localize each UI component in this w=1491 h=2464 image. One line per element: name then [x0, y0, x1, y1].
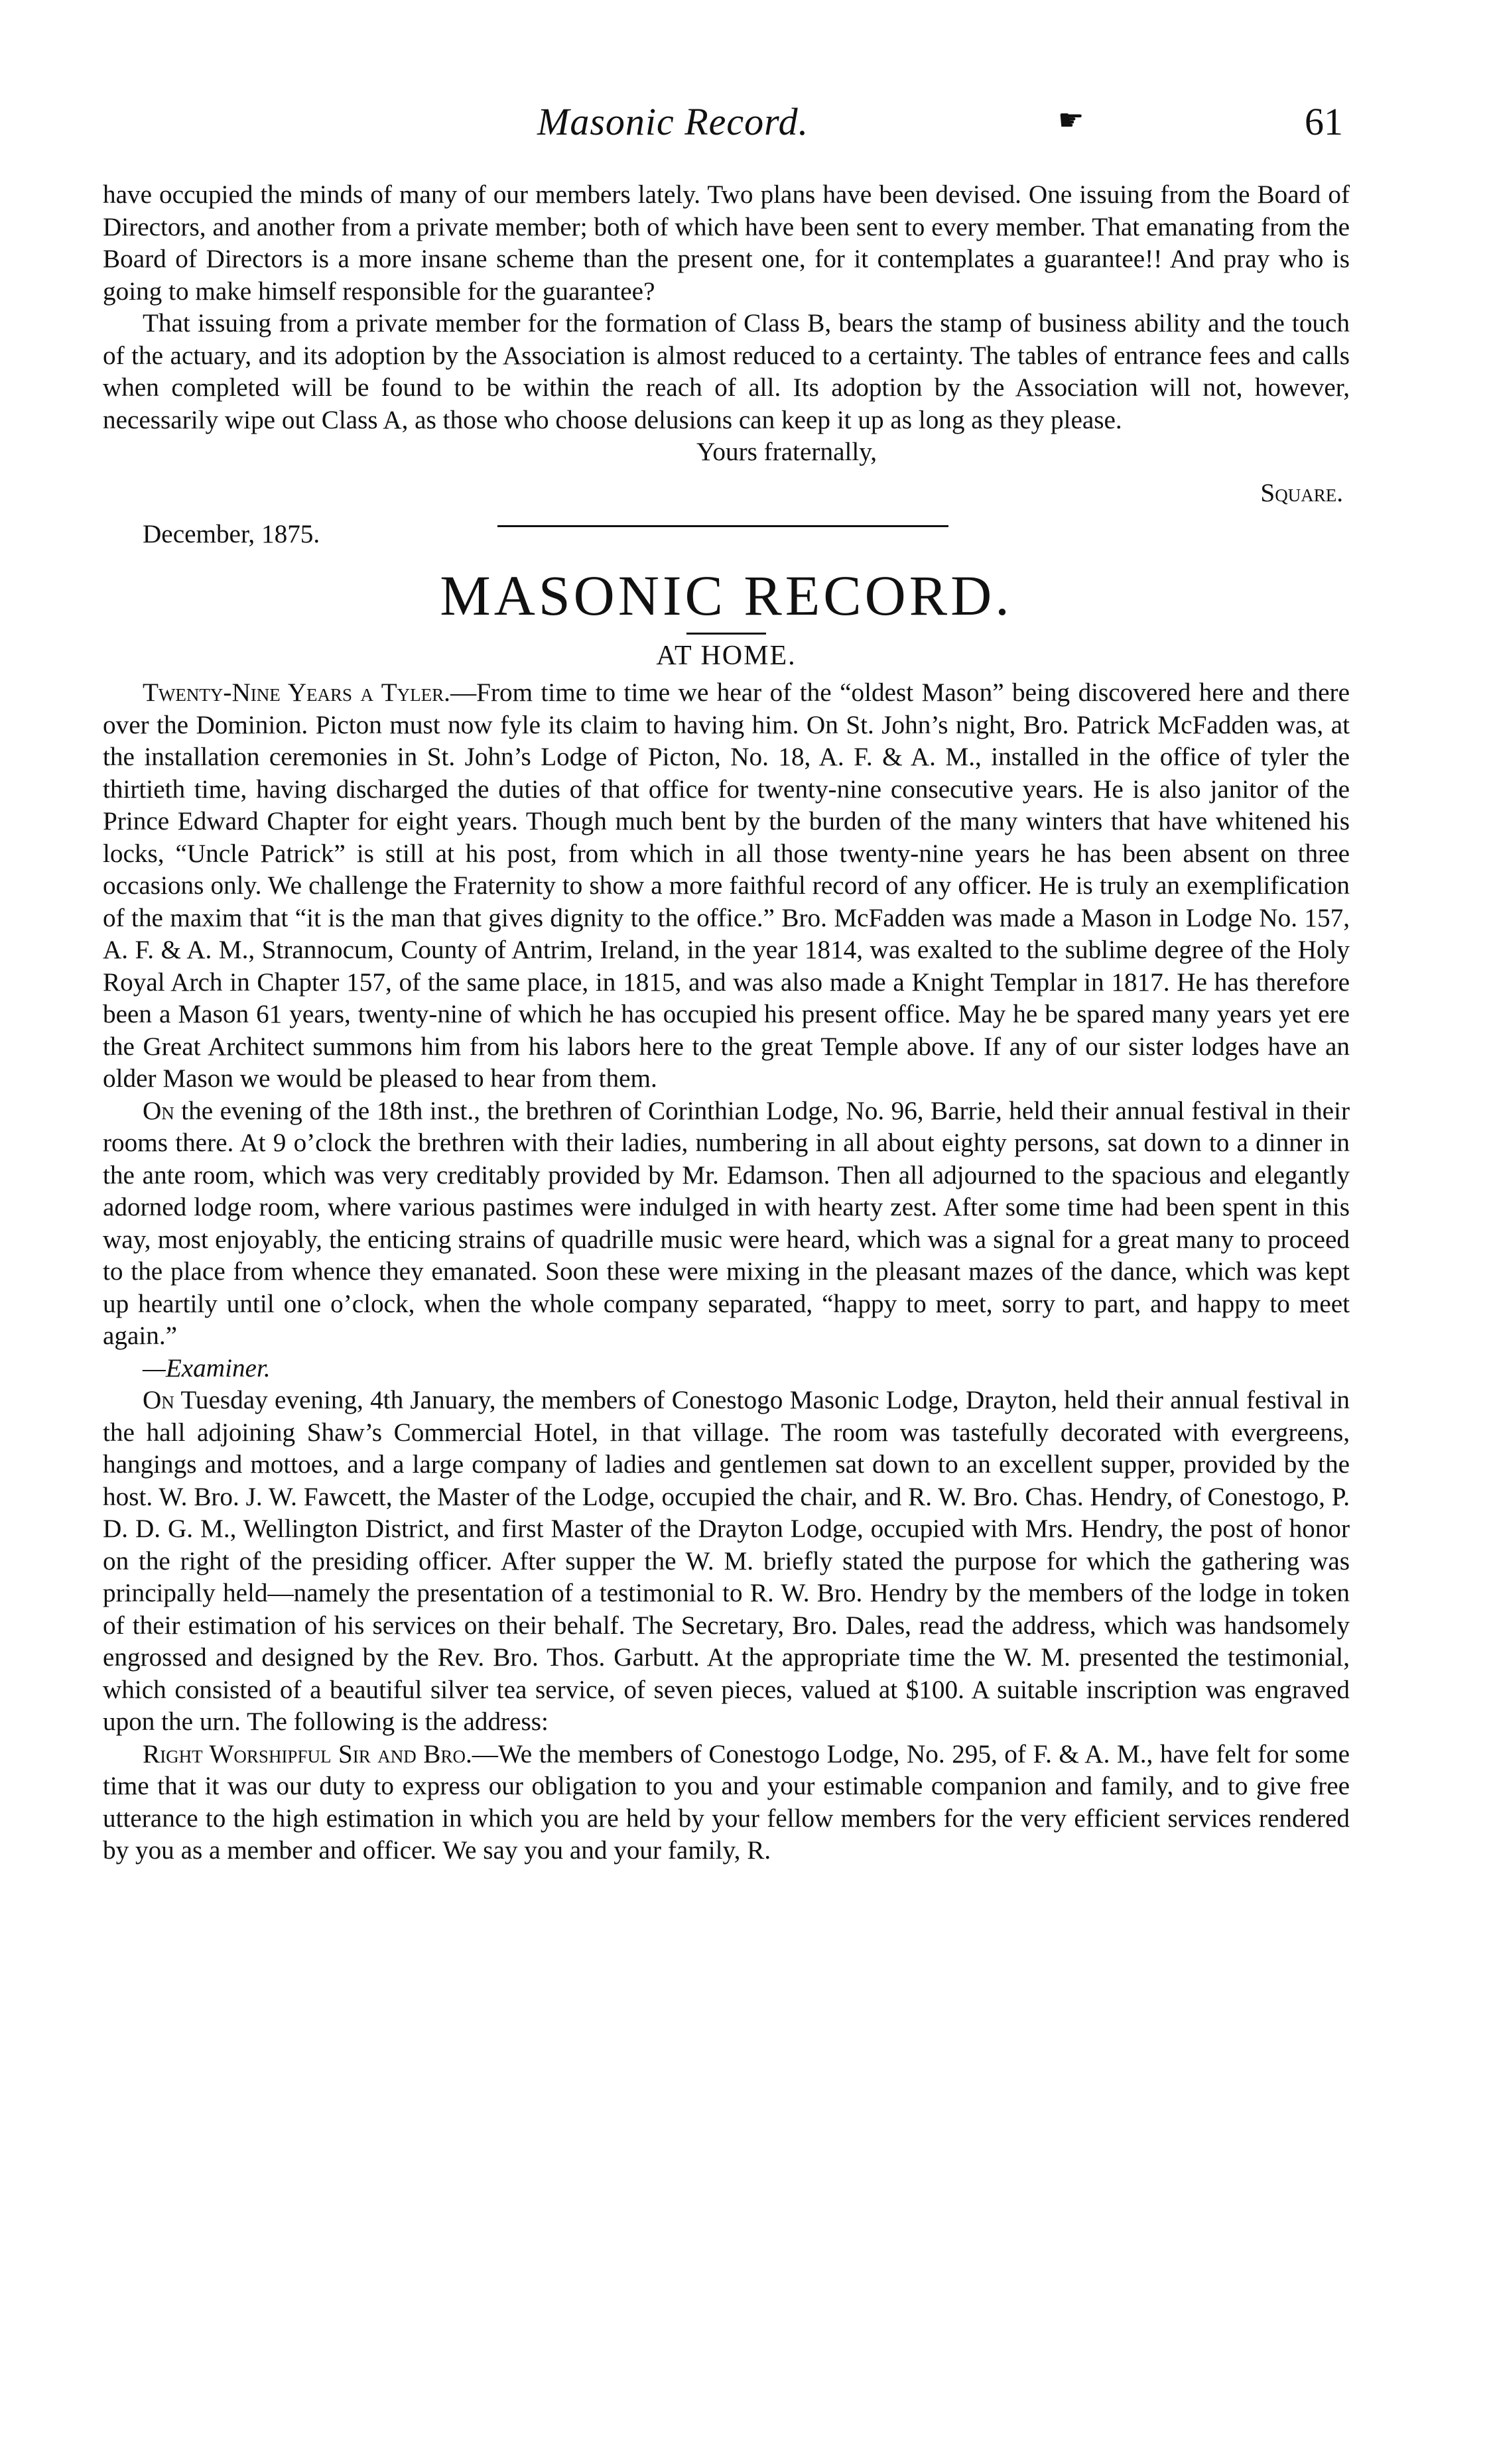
article-body: Tuesday evening, 4th January, the members of Conestogo Masonic Lodge, Drayton, held their annual festival in the hall adjoining Shaw’s Commercial Hotel, in that village. The room was tastefully decorated with evergreens, hangings and mottoes, and a large company of ladies and gentlemen sat down to an excellent supper, provided by the host. W. Bro. J. W. Fawcett, the Master of the Lodge, occupied the chair, and R. W. Bro. Chas. Hendry, of Conestogo, P. D. D. G. M., Wellington District, and first Master of the Drayton Lodge, occupied with Mrs. Hendry, the post of honor on the right of the presiding officer. After supper the W. M. briefly stated the purpose for which the gathering was principally held—namely the presentation of a testimonial to R. W. Bro. Hendry by the members of the lodge in token of their estimation of his services on their behalf. The Secretary, Bro. Dales, read the address, which was handsomely engrossed and designed by the Rev. Bro. Thos. Garbutt. At the appropriate time the W. M. presented the testimonial, which consisted of a beautiful silver tea service, of seven pieces, valued at $100. A suitable inscription was engraved upon the urn. The following is the address: — [103, 1386, 1350, 1736]
pointing-hand-icon: ☛ — [1058, 104, 1084, 137]
article-tyler — [103, 677, 1350, 1095]
page-header — [103, 99, 1350, 179]
article-body: —We the members of Conestogo Lodge, No. 295, of F. & A. M., have felt for some time that it was our duty to express our obligation to you and your estimable companion and family, and to give free utterance to the high estimation in which you are held by your fellow members for the very efficient services rendered by you as a member and officer. We say you and your family, R. — [103, 1739, 1350, 1865]
article-body: —From time to time we hear of the “oldest Mason” being discovered here and there over the Dominion. Picton must now fyle its claim to having him. On St. John’s night, Bro. Patrick McFadden was, at the installation ceremonies in St. John’s Lodge of Picton, No. 18, A. F. & A. M., installed in the office of tyler the thirtieth time, having discharged the duties of that office for twenty-nine consecutive years. He is also janitor of the Prince Edward Chapter for eight years. Though much bent by the burden of the many winters that have whitened his locks, “Uncle Patrick” is still at his post, from which in all those twenty-nine years he has been absent on three occasions only. We challenge the Fraternity to show a more faithful record of any officer. He is truly an exemplification of the maxim that “it is the man that gives dignity to the office.” Bro. McFadden was made a Mason in Lodge No. 157, A. F. & A. M., Strannocum, County of Antrim, Ireland, in the year 1814, was exalted to the sublime degree of the Holy Royal Arch in Chapter 157, of the same place, in 1815, and was also made a Knight Templar in 1817. He has therefore been a Mason 61 years, twenty-nine of which he has occupied his present office. May he be spared many years yet ere the Great Architect summons him from his labors here to the great Temple above. If any of our sister lodges have an older Mason we would be pleased to hear from them. — [103, 678, 1350, 1093]
page — [103, 99, 1350, 1867]
letter-valediction: Yours fraternally, — [696, 438, 877, 466]
title-rule — [686, 633, 766, 635]
article-drayton — [103, 1385, 1350, 1739]
letter-paragraph: That issuing from a private member for the formation of Class B, bears the stamp of business ability and the touch of the actuary, and its adoption by the Association is almost reduced to a certainty. The tables of entrance fees and calls when completed will be found to be within the reach of all. Its adoption by the Association will not, however, necessarily wipe out Class A, as those who choose delusions can keep it up as long as they please. — [103, 309, 1350, 434]
page-number: 61 — [1305, 100, 1343, 143]
article-body: the evening of the 18th inst., the brethren of Corinthian Lodge, No. 96, Barrie, held their annual festival in their rooms there. At 9 o’clock the brethren with their ladies, numbering in all about eighty persons, sat down to a dinner in the ante room, which was very creditably provided by Mr. Edamson. Then all adjourned to the spacious and elegantly adorned lodge room, where various pastimes were indulged in with hearty zest. After some time had been spent in this way, most enjoyably, the enticing strains of quadrille music were heard, which was a signal for a great many to proceed to the place from whence they emanated. Soon these were mixing in the pleasant mazes of the dance, which was kept up heartily until one o’clock, when the whole company separated, “happy to meet, sorry to part, and happy to meet again.” — [103, 1096, 1350, 1350]
article-lead: On — [143, 1386, 174, 1414]
subsection-title: AT HOME. — [656, 641, 797, 671]
article-address — [103, 1739, 1350, 1867]
section-title: MASONIC RECORD. — [440, 564, 1013, 627]
article-lead: On — [143, 1096, 174, 1125]
letter-closing — [103, 436, 1350, 562]
article-source: —Examiner. — [143, 1353, 271, 1383]
section-divider — [497, 525, 948, 527]
article-barrie — [103, 1095, 1350, 1385]
article-heading: Right Worshipful Sir and Bro. — [143, 1739, 472, 1768]
letter-paragraph: have occupied the minds of many of our members lately. Two plans have been devised. One issuing from the Board of Directors, and another from a private member; both of which have been sent to every member. That emanating from the Board of Directors is a more insane scheme than the present one, for it contemplates a guarantee!! And pray who is going to make himself responsible for the guarantee? — [103, 180, 1350, 306]
article-heading: Twenty-Nine Years a Tyler. — [143, 678, 450, 707]
running-title: Masonic Record. — [537, 100, 809, 143]
letter-date: December, 1875. — [143, 520, 320, 548]
letter-signature: Square. — [1260, 479, 1343, 507]
